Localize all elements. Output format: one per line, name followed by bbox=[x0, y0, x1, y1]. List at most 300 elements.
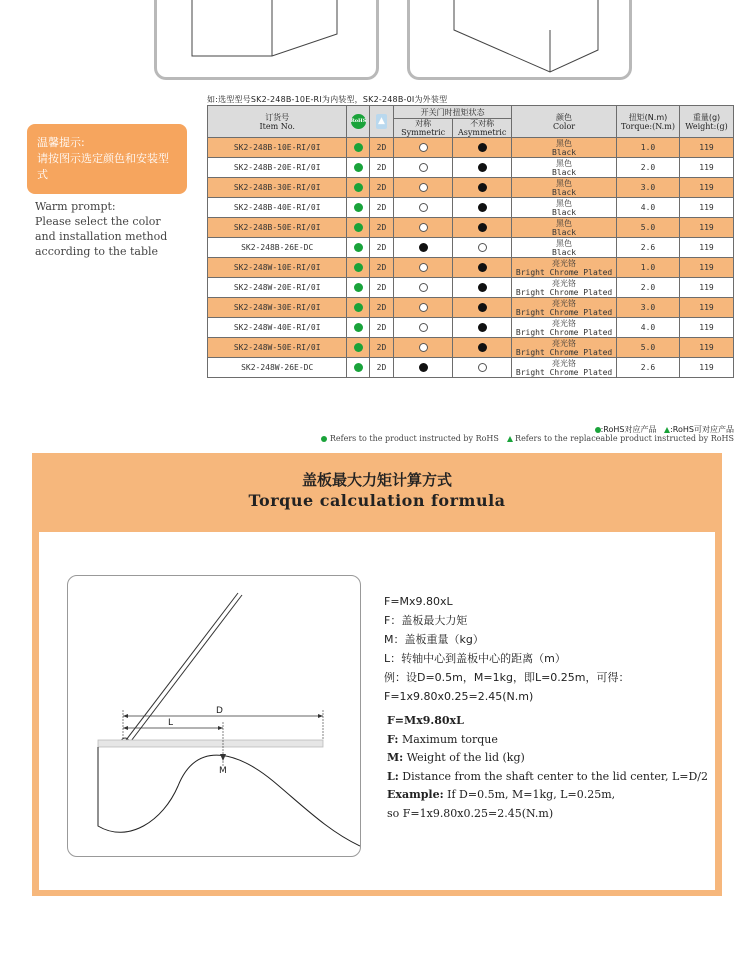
color-en: Black bbox=[552, 187, 577, 197]
torque-value: 2.0 bbox=[640, 163, 656, 172]
symmetric-cell bbox=[394, 358, 453, 378]
symmetric-cell bbox=[394, 258, 453, 278]
replaceable-code: 2D bbox=[376, 263, 387, 272]
filled-dot-icon bbox=[478, 303, 487, 312]
warm-prompt-en-line: Please select the color bbox=[35, 215, 161, 228]
lid-torque-diagram bbox=[68, 576, 360, 856]
torque-value: 2.0 bbox=[640, 283, 656, 292]
formula-cn-line: M：盖板重量（kg） bbox=[384, 633, 484, 646]
formula-title-en: Torque calculation formula bbox=[248, 491, 506, 510]
formula-en-line bbox=[387, 712, 708, 731]
table-row bbox=[208, 338, 734, 358]
header-symmetric bbox=[394, 119, 453, 138]
torque-cell bbox=[616, 298, 679, 318]
replaceable-cell bbox=[369, 298, 393, 318]
color-en: Black bbox=[552, 247, 577, 257]
open-dot-icon bbox=[419, 323, 428, 332]
weight-cell bbox=[680, 318, 734, 338]
weight-cell bbox=[680, 218, 734, 238]
open-dot-icon bbox=[478, 243, 487, 252]
color-cell bbox=[512, 278, 617, 298]
color-cell bbox=[512, 358, 617, 378]
torque-cell bbox=[616, 338, 679, 358]
header-asymmetric bbox=[453, 119, 512, 138]
warm-prompt-cn-body: 请按图示选定颜色和安装型式 bbox=[37, 152, 169, 181]
torque-cell bbox=[616, 218, 679, 238]
header-asymmetric-cn: 不对称 bbox=[470, 119, 495, 128]
header-color-en: Color bbox=[552, 121, 576, 131]
symmetric-cell bbox=[394, 278, 453, 298]
asymmetric-cell bbox=[453, 258, 512, 278]
color-en: Bright Chrome Plated bbox=[515, 327, 613, 337]
legend-replace-cn: :RoHS可对应产品 bbox=[670, 425, 734, 434]
table-row bbox=[208, 318, 734, 338]
weight-cell bbox=[680, 358, 734, 378]
rohs-cell bbox=[347, 178, 369, 198]
color-cn: 亮光铬 bbox=[552, 358, 577, 368]
arrow-head bbox=[318, 714, 323, 718]
item-number: SK2-248W-50E-RI/0I bbox=[233, 343, 321, 352]
rod-line bbox=[128, 595, 242, 745]
legend-rohs-en: Refers to the product instructed by RoHS bbox=[329, 434, 499, 443]
symmetric-cell bbox=[394, 158, 453, 178]
replaceable-icon: ▲ bbox=[376, 114, 387, 129]
asymmetric-cell bbox=[453, 138, 512, 158]
color-en: Bright Chrome Plated bbox=[515, 367, 613, 377]
torque-cell bbox=[616, 258, 679, 278]
rohs-dot-icon bbox=[321, 436, 327, 442]
filled-dot-icon bbox=[478, 163, 487, 172]
formula-en-l-key: L: bbox=[387, 769, 399, 783]
replaceable-cell bbox=[369, 138, 393, 158]
torque-value: 1.0 bbox=[640, 263, 656, 272]
legend-replace-en: Refers to the replaceable product instructed by RoHS bbox=[515, 434, 734, 443]
color-cn: 黑色 bbox=[556, 238, 573, 248]
formula-cn-line: F=1x9.80x0.25=2.45(N.m) bbox=[384, 690, 534, 703]
color-cell bbox=[512, 178, 617, 198]
torque-cell bbox=[616, 158, 679, 178]
header-symmetric-cn: 对称 bbox=[415, 119, 432, 128]
replaceable-code: 2D bbox=[376, 323, 387, 332]
weight-cell bbox=[680, 158, 734, 178]
rohs-cell bbox=[347, 218, 369, 238]
asymmetric-cell bbox=[453, 178, 512, 198]
color-cell bbox=[512, 318, 617, 338]
rohs-cell bbox=[347, 198, 369, 218]
formula-en-ex-key: Example: bbox=[387, 788, 444, 801]
formula-en-m-key: M: bbox=[387, 751, 404, 764]
product-image-frame-left bbox=[154, 0, 379, 80]
header-symmetric-en: Symmetric bbox=[401, 128, 446, 137]
torque-value: 2.6 bbox=[640, 243, 656, 252]
header-weight-en: Weight:(g) bbox=[685, 121, 728, 131]
replaceable-cell bbox=[369, 218, 393, 238]
formula-en-f-text: Maximum torque bbox=[398, 732, 498, 746]
warm-prompt-en bbox=[35, 199, 167, 259]
replaceable-cell bbox=[369, 238, 393, 258]
torque-value: 3.0 bbox=[640, 303, 656, 312]
filled-dot-icon bbox=[478, 263, 487, 272]
table-row bbox=[208, 178, 734, 198]
item-number: SK2-248B-50E-RI/0I bbox=[233, 223, 321, 232]
replaceable-code: 2D bbox=[376, 303, 387, 312]
header-torque-cn: 扭矩(N.m) bbox=[628, 112, 668, 122]
weight-cell bbox=[680, 278, 734, 298]
table-row bbox=[208, 198, 734, 218]
item-number-cell bbox=[208, 218, 347, 238]
formula-en-line bbox=[387, 768, 708, 787]
header-asymmetric-en: Asymmetric bbox=[457, 128, 507, 137]
symmetric-cell bbox=[394, 218, 453, 238]
replaceable-cell bbox=[369, 338, 393, 358]
rohs-dot-icon bbox=[354, 283, 363, 292]
item-number-cell bbox=[208, 358, 347, 378]
torque-value: 5.0 bbox=[640, 343, 656, 352]
header-item-no-cn: 订货号 bbox=[265, 112, 290, 122]
weight-value: 119 bbox=[699, 283, 714, 292]
color-cn: 亮光铬 bbox=[552, 298, 577, 308]
weight-value: 119 bbox=[699, 183, 714, 192]
formula-content bbox=[39, 532, 715, 890]
replaceable-cell bbox=[369, 178, 393, 198]
label-l: L bbox=[168, 718, 174, 728]
warm-prompt-cn-title: 温馨提示: bbox=[37, 136, 85, 149]
item-number: SK2-248B-20E-RI/0I bbox=[233, 163, 321, 172]
item-number: SK2-248B-10E-RI/0I bbox=[233, 143, 321, 152]
rohs-dot-icon bbox=[354, 263, 363, 272]
lid-plate bbox=[98, 740, 323, 747]
weight-cell bbox=[680, 258, 734, 278]
header-color-cn: 颜色 bbox=[556, 112, 573, 122]
asymmetric-cell bbox=[453, 158, 512, 178]
replaceable-cell bbox=[369, 318, 393, 338]
formula-cn-line: F=Mx9.80xL bbox=[384, 595, 453, 608]
formula-en-f-key: F: bbox=[387, 732, 399, 746]
rohs-cell bbox=[347, 158, 369, 178]
weight-value: 119 bbox=[699, 303, 714, 312]
item-number: SK2-248B-26E-DC bbox=[241, 243, 314, 252]
item-number-cell bbox=[208, 318, 347, 338]
filled-dot-icon bbox=[478, 283, 487, 292]
color-cell bbox=[512, 338, 617, 358]
formula-en-line: so F=1x9.80x0.25=2.45(N.m) bbox=[387, 806, 554, 820]
symmetric-cell bbox=[394, 138, 453, 158]
open-dot-icon bbox=[478, 363, 487, 372]
table-row bbox=[208, 258, 734, 278]
replaceable-code: 2D bbox=[376, 183, 387, 192]
torque-cell bbox=[616, 358, 679, 378]
rohs-dot-icon bbox=[354, 163, 363, 172]
rohs-dot-icon bbox=[354, 143, 363, 152]
item-number-cell bbox=[208, 198, 347, 218]
asymmetric-cell bbox=[453, 238, 512, 258]
item-number: SK2-248W-10E-RI/0I bbox=[233, 263, 321, 272]
formula-title-cn: 盖板最大力矩计算方式 bbox=[301, 471, 452, 489]
replaceable-code: 2D bbox=[376, 203, 387, 212]
header-weight-cn: 重量(g) bbox=[692, 112, 721, 122]
label-d: D bbox=[216, 706, 223, 716]
label-m: M bbox=[219, 766, 227, 776]
product-image-frame-right bbox=[407, 0, 632, 80]
color-cn: 亮光铬 bbox=[552, 338, 577, 348]
arrow-head bbox=[220, 754, 226, 761]
color-cn: 黑色 bbox=[556, 158, 573, 168]
model-example-note: 如:选型型号SK2-248B-10E-RI为内装型，SK2-248B-0I为外装型 bbox=[207, 95, 448, 104]
asymmetric-cell bbox=[453, 218, 512, 238]
replaceable-code: 2D bbox=[376, 163, 387, 172]
formula-cn-text bbox=[384, 592, 630, 706]
filled-dot-icon bbox=[478, 323, 487, 332]
weight-cell bbox=[680, 338, 734, 358]
open-dot-icon bbox=[419, 183, 428, 192]
table-row bbox=[208, 298, 734, 318]
item-number: SK2-248W-26E-DC bbox=[241, 363, 314, 372]
symmetric-cell bbox=[394, 238, 453, 258]
table-row bbox=[208, 358, 734, 378]
header-weight bbox=[680, 106, 734, 138]
open-dot-icon bbox=[419, 263, 428, 272]
table-row bbox=[208, 278, 734, 298]
rohs-cell bbox=[347, 338, 369, 358]
replaceable-triangle-icon bbox=[507, 436, 513, 442]
weight-cell bbox=[680, 178, 734, 198]
torque-value: 3.0 bbox=[640, 183, 656, 192]
filled-dot-icon bbox=[478, 143, 487, 152]
filled-dot-icon bbox=[419, 363, 428, 372]
asymmetric-cell bbox=[453, 298, 512, 318]
replaceable-code: 2D bbox=[376, 243, 387, 252]
rohs-cell bbox=[347, 318, 369, 338]
replaceable-cell bbox=[369, 358, 393, 378]
formula-en-m-text: Weight of the lid (kg) bbox=[403, 751, 525, 764]
torque-value: 4.0 bbox=[640, 203, 656, 212]
table-row bbox=[208, 238, 734, 258]
color-cn: 亮光铬 bbox=[552, 278, 577, 288]
torque-value: 5.0 bbox=[640, 223, 656, 232]
formula-cn-line: L：转轴中心到盖板中心的距离（m） bbox=[384, 652, 566, 665]
item-number: SK2-248W-30E-RI/0I bbox=[233, 303, 321, 312]
replaceable-code: 2D bbox=[376, 343, 387, 352]
filled-dot-icon bbox=[478, 343, 487, 352]
color-cell bbox=[512, 258, 617, 278]
symmetric-cell bbox=[394, 178, 453, 198]
color-cn: 亮光铬 bbox=[552, 258, 577, 268]
rohs-dot-icon bbox=[354, 363, 363, 372]
torque-cell bbox=[616, 138, 679, 158]
header-replaceable bbox=[369, 106, 393, 138]
formula-cn-line: F：盖板最大力矩 bbox=[384, 614, 468, 627]
header-torque-state: 开关门时扭矩状态 bbox=[394, 106, 512, 119]
rod-line bbox=[123, 593, 238, 744]
weight-value: 119 bbox=[699, 263, 714, 272]
filled-dot-icon bbox=[419, 243, 428, 252]
item-number-cell bbox=[208, 338, 347, 358]
header-torque bbox=[616, 106, 679, 138]
weight-cell bbox=[680, 138, 734, 158]
item-number-cell bbox=[208, 278, 347, 298]
replaceable-cell bbox=[369, 258, 393, 278]
rohs-dot-icon bbox=[354, 223, 363, 232]
weight-value: 119 bbox=[699, 343, 714, 352]
weight-value: 119 bbox=[699, 163, 714, 172]
lid-diagram-frame bbox=[67, 575, 361, 857]
table-row bbox=[208, 218, 734, 238]
formula-en-line bbox=[387, 731, 708, 750]
torque-value: 2.6 bbox=[640, 363, 656, 372]
warm-prompt-cn-box bbox=[27, 124, 187, 194]
item-number: SK2-248B-30E-RI/0I bbox=[233, 183, 321, 192]
header-color bbox=[512, 106, 617, 138]
replaceable-cell bbox=[369, 278, 393, 298]
hinge-drawing-right bbox=[410, 0, 635, 80]
color-cn: 黑色 bbox=[556, 218, 573, 228]
header-torque-en: Torque:(N.m) bbox=[621, 121, 675, 131]
color-cell bbox=[512, 198, 617, 218]
rohs-leaf-icon: RoHS bbox=[351, 114, 366, 129]
legend-rohs-cn: :RoHS对应产品 bbox=[600, 425, 657, 434]
header-rohs bbox=[347, 106, 369, 138]
replaceable-code: 2D bbox=[376, 363, 387, 372]
color-cell bbox=[512, 158, 617, 178]
legend-en bbox=[321, 434, 734, 443]
asymmetric-cell bbox=[453, 278, 512, 298]
rohs-dot-icon bbox=[354, 323, 363, 332]
rohs-dot-icon bbox=[354, 183, 363, 192]
item-number-cell bbox=[208, 158, 347, 178]
formula-en-equation: F=Mx9.80xL bbox=[387, 714, 464, 727]
arrow-head bbox=[123, 714, 128, 718]
asymmetric-cell bbox=[453, 198, 512, 218]
color-en: Black bbox=[552, 207, 577, 217]
table-row bbox=[208, 158, 734, 178]
header-item-no-en: Item No. bbox=[259, 121, 295, 131]
color-en: Bright Chrome Plated bbox=[515, 267, 613, 277]
arrow-head bbox=[218, 726, 223, 730]
weight-value: 119 bbox=[699, 363, 714, 372]
rohs-cell bbox=[347, 258, 369, 278]
open-dot-icon bbox=[419, 143, 428, 152]
symmetric-cell bbox=[394, 338, 453, 358]
replaceable-cell bbox=[369, 158, 393, 178]
formula-en-l-text: Distance from the shaft center to the lid center, L=D/2 bbox=[398, 769, 709, 783]
open-dot-icon bbox=[419, 223, 428, 232]
torque-cell bbox=[616, 238, 679, 258]
symmetric-cell bbox=[394, 318, 453, 338]
open-dot-icon bbox=[419, 343, 428, 352]
torque-cell bbox=[616, 178, 679, 198]
asymmetric-cell bbox=[453, 318, 512, 338]
color-cn: 亮光铬 bbox=[552, 318, 577, 328]
open-dot-icon bbox=[419, 283, 428, 292]
color-en: Black bbox=[552, 147, 577, 157]
item-number-cell bbox=[208, 238, 347, 258]
open-dot-icon bbox=[419, 203, 428, 212]
rohs-cell bbox=[347, 238, 369, 258]
asymmetric-cell bbox=[453, 358, 512, 378]
spec-table bbox=[207, 105, 734, 378]
filled-dot-icon bbox=[478, 203, 487, 212]
warm-prompt-en-line: according to the table bbox=[35, 245, 159, 258]
rohs-cell bbox=[347, 278, 369, 298]
open-dot-icon bbox=[419, 163, 428, 172]
weight-value: 119 bbox=[699, 223, 714, 232]
color-en: Bright Chrome Plated bbox=[515, 307, 613, 317]
weight-value: 119 bbox=[699, 203, 714, 212]
torque-value: 1.0 bbox=[640, 143, 656, 152]
open-dot-icon bbox=[419, 303, 428, 312]
color-cell bbox=[512, 218, 617, 238]
item-number: SK2-248B-40E-RI/0I bbox=[233, 203, 321, 212]
item-number-cell bbox=[208, 258, 347, 278]
rohs-cell bbox=[347, 358, 369, 378]
warm-prompt-en-line: and installation method bbox=[35, 230, 168, 243]
item-number: SK2-248W-20E-RI/0I bbox=[233, 283, 321, 292]
formula-cn-line: 例：设D=0.5m，M=1kg，即L=0.25m，可得： bbox=[384, 671, 630, 684]
rohs-dot-icon bbox=[354, 243, 363, 252]
table-row bbox=[208, 138, 734, 158]
asymmetric-cell bbox=[453, 338, 512, 358]
replaceable-code: 2D bbox=[376, 283, 387, 292]
base-body bbox=[98, 747, 360, 846]
header-item-no bbox=[208, 106, 347, 138]
torque-cell bbox=[616, 278, 679, 298]
torque-value: 4.0 bbox=[640, 323, 656, 332]
hinge-drawing-left bbox=[157, 0, 382, 80]
arrow-head bbox=[123, 726, 128, 730]
weight-cell bbox=[680, 238, 734, 258]
symmetric-cell bbox=[394, 298, 453, 318]
weight-value: 119 bbox=[699, 243, 714, 252]
replaceable-cell bbox=[369, 198, 393, 218]
warm-prompt-en-line: Warm prompt: bbox=[35, 200, 116, 213]
color-en: Bright Chrome Plated bbox=[515, 287, 613, 297]
formula-en-text bbox=[387, 712, 708, 823]
rohs-dot-icon bbox=[354, 203, 363, 212]
color-cn: 黑色 bbox=[556, 138, 573, 148]
color-en: Black bbox=[552, 167, 577, 177]
color-cell bbox=[512, 238, 617, 258]
item-number-cell bbox=[208, 178, 347, 198]
color-en: Bright Chrome Plated bbox=[515, 347, 613, 357]
rohs-dot-icon bbox=[354, 343, 363, 352]
item-number: SK2-248W-40E-RI/0I bbox=[233, 323, 321, 332]
color-cell bbox=[512, 138, 617, 158]
color-cn: 黑色 bbox=[556, 198, 573, 208]
weight-cell bbox=[680, 198, 734, 218]
rohs-cell bbox=[347, 138, 369, 158]
item-number-cell bbox=[208, 138, 347, 158]
filled-dot-icon bbox=[478, 223, 487, 232]
color-en: Black bbox=[552, 227, 577, 237]
rohs-dot-icon bbox=[354, 303, 363, 312]
formula-en-line bbox=[387, 749, 708, 768]
formula-en-ex-text: If D=0.5m, M=1kg, L=0.25m, bbox=[443, 788, 616, 801]
torque-cell bbox=[616, 198, 679, 218]
spec-table-body bbox=[208, 138, 734, 378]
rohs-cell bbox=[347, 298, 369, 318]
formula-en-line bbox=[387, 786, 708, 805]
color-cn: 黑色 bbox=[556, 178, 573, 188]
symmetric-cell bbox=[394, 198, 453, 218]
weight-cell bbox=[680, 298, 734, 318]
replaceable-code: 2D bbox=[376, 223, 387, 232]
weight-value: 119 bbox=[699, 143, 714, 152]
item-number-cell bbox=[208, 298, 347, 318]
filled-dot-icon bbox=[478, 183, 487, 192]
weight-value: 119 bbox=[699, 323, 714, 332]
color-cell bbox=[512, 298, 617, 318]
replaceable-code: 2D bbox=[376, 143, 387, 152]
